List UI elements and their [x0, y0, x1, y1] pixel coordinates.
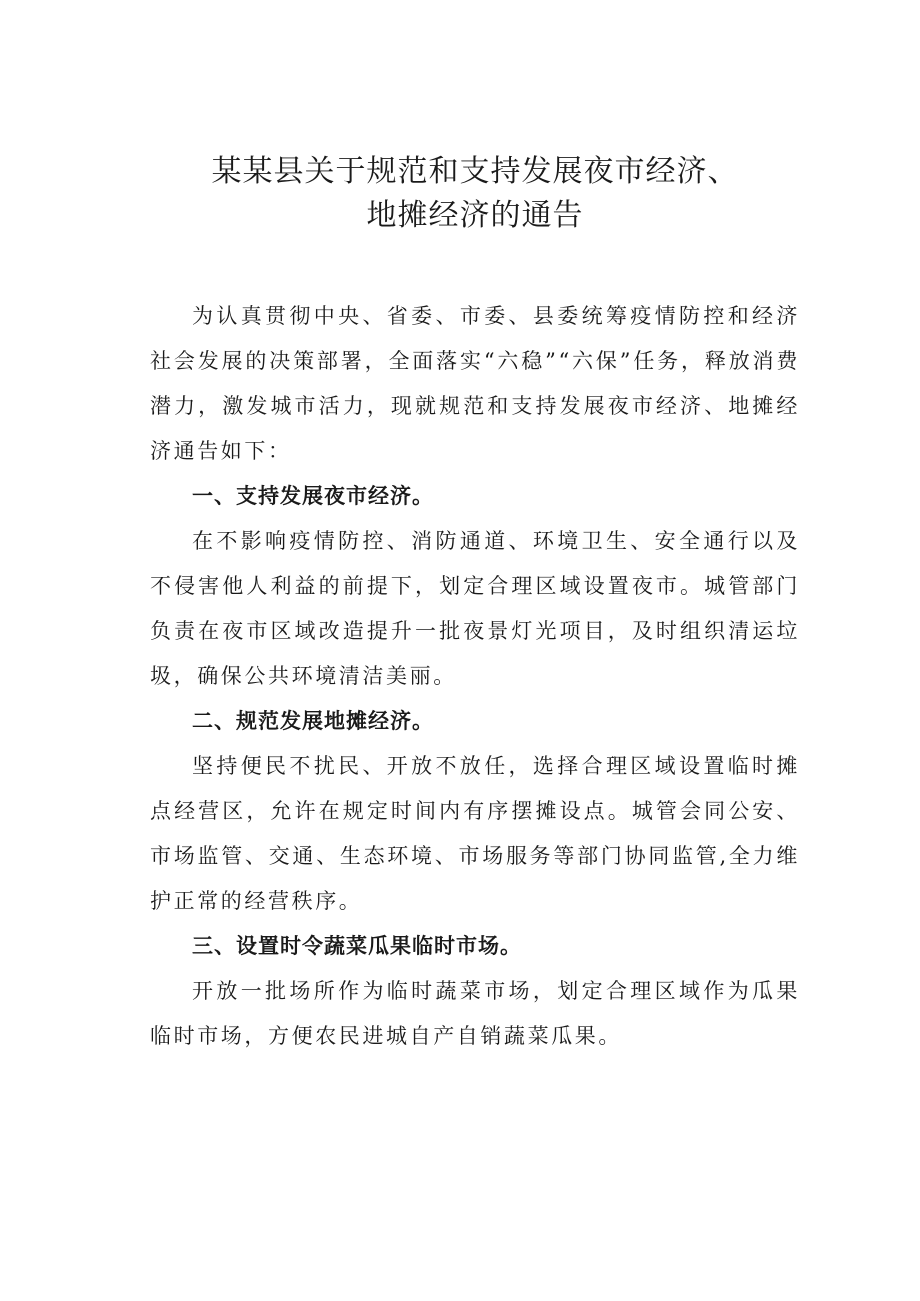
section-2-heading: 二、规范发展地摊经济。: [192, 709, 434, 733]
section-3-heading: 三、设置时令蔬菜瓜果临时市场。: [192, 934, 522, 958]
document-page: [150, 150, 800, 1059]
section-1-heading: 一、支持发展夜市经济。: [192, 484, 434, 508]
title-line-2: 地摊经济的通告: [366, 198, 584, 233]
intro-paragraph: 为认真贯彻中央、省委、市委、县委统筹疫情防控和经济社会发展的决策部署，全面落实“六稳”“六保”任务，释放消费潜力，激发城市活力，现就规范和支持发展夜市经济、地摊经济通告如下：: [150, 304, 800, 463]
title-line-1: 某某县关于规范和支持发展夜市经济、: [211, 154, 739, 189]
section-1-body: 在不影响疫情防控、消防通道、环境卫生、安全通行以及不侵害他人利益的前提下，划定合理区域设置夜市。城管部门负责在夜市区域改造提升一批夜景灯光项目，及时组织清运垃圾，确保公共环境清洁美丽。: [150, 529, 800, 688]
document-title: [150, 150, 800, 238]
section-2-body: 坚持便民不扰民、开放不放任，选择合理区域设置临时摊点经营区，允许在规定时间内有序摆摊设点。城管会同公安、市场监管、交通、生态环境、市场服务等部门协同监管,全力维护正常的经营秩序。: [150, 754, 800, 913]
section-3-body: 开放一批场所作为临时蔬菜市场，划定合理区域作为瓜果临时市场，方便农民进城自产自销蔬菜瓜果。: [150, 979, 800, 1048]
